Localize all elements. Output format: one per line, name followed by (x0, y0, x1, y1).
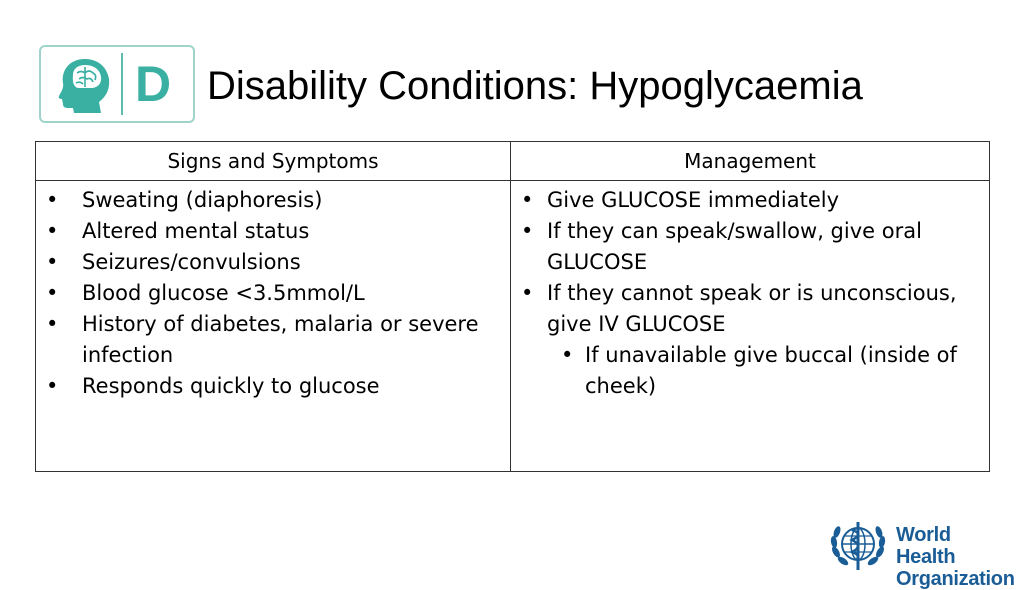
list-item: • If they can speak/swallow, give oral GLUCOSE (519, 216, 981, 278)
list-item: • Blood glucose <3.5mmol/L (44, 278, 502, 309)
management-sublist (519, 340, 981, 402)
who-line2: Organization (896, 568, 1015, 590)
logo-divider (121, 53, 123, 115)
list-item: • Altered mental status (44, 216, 502, 247)
list-item: • History of diabetes, malaria or severe infection (44, 309, 502, 371)
list-item: • Seizures/convulsions (44, 247, 502, 278)
who-text (896, 524, 1015, 590)
page-title: Disability Conditions: Hypoglycaemia (207, 64, 863, 108)
signs-list (44, 185, 502, 402)
management-list (519, 185, 981, 340)
who-logo (828, 516, 1015, 590)
logo-letter: D (135, 56, 172, 112)
who-emblem-icon (828, 516, 888, 574)
list-item: • Give GLUCOSE immediately (519, 185, 981, 216)
disability-logo (39, 45, 195, 123)
header-management: Management (511, 142, 990, 181)
management-cell (511, 181, 990, 472)
signs-cell (36, 181, 511, 472)
who-line1: World Health (896, 524, 956, 568)
table-row (36, 181, 990, 472)
content-table (35, 141, 990, 472)
header-signs: Signs and Symptoms (36, 142, 511, 181)
list-item: • Responds quickly to glucose (44, 371, 502, 402)
brain-head-icon (55, 55, 115, 115)
list-item: • Sweating (diaphoresis) (44, 185, 502, 216)
table-header-row (36, 142, 990, 181)
list-item: • If they cannot speak or is unconscious, give IV GLUCOSE (519, 278, 981, 340)
list-item: • If unavailable give buccal (inside of cheek) (557, 340, 981, 402)
